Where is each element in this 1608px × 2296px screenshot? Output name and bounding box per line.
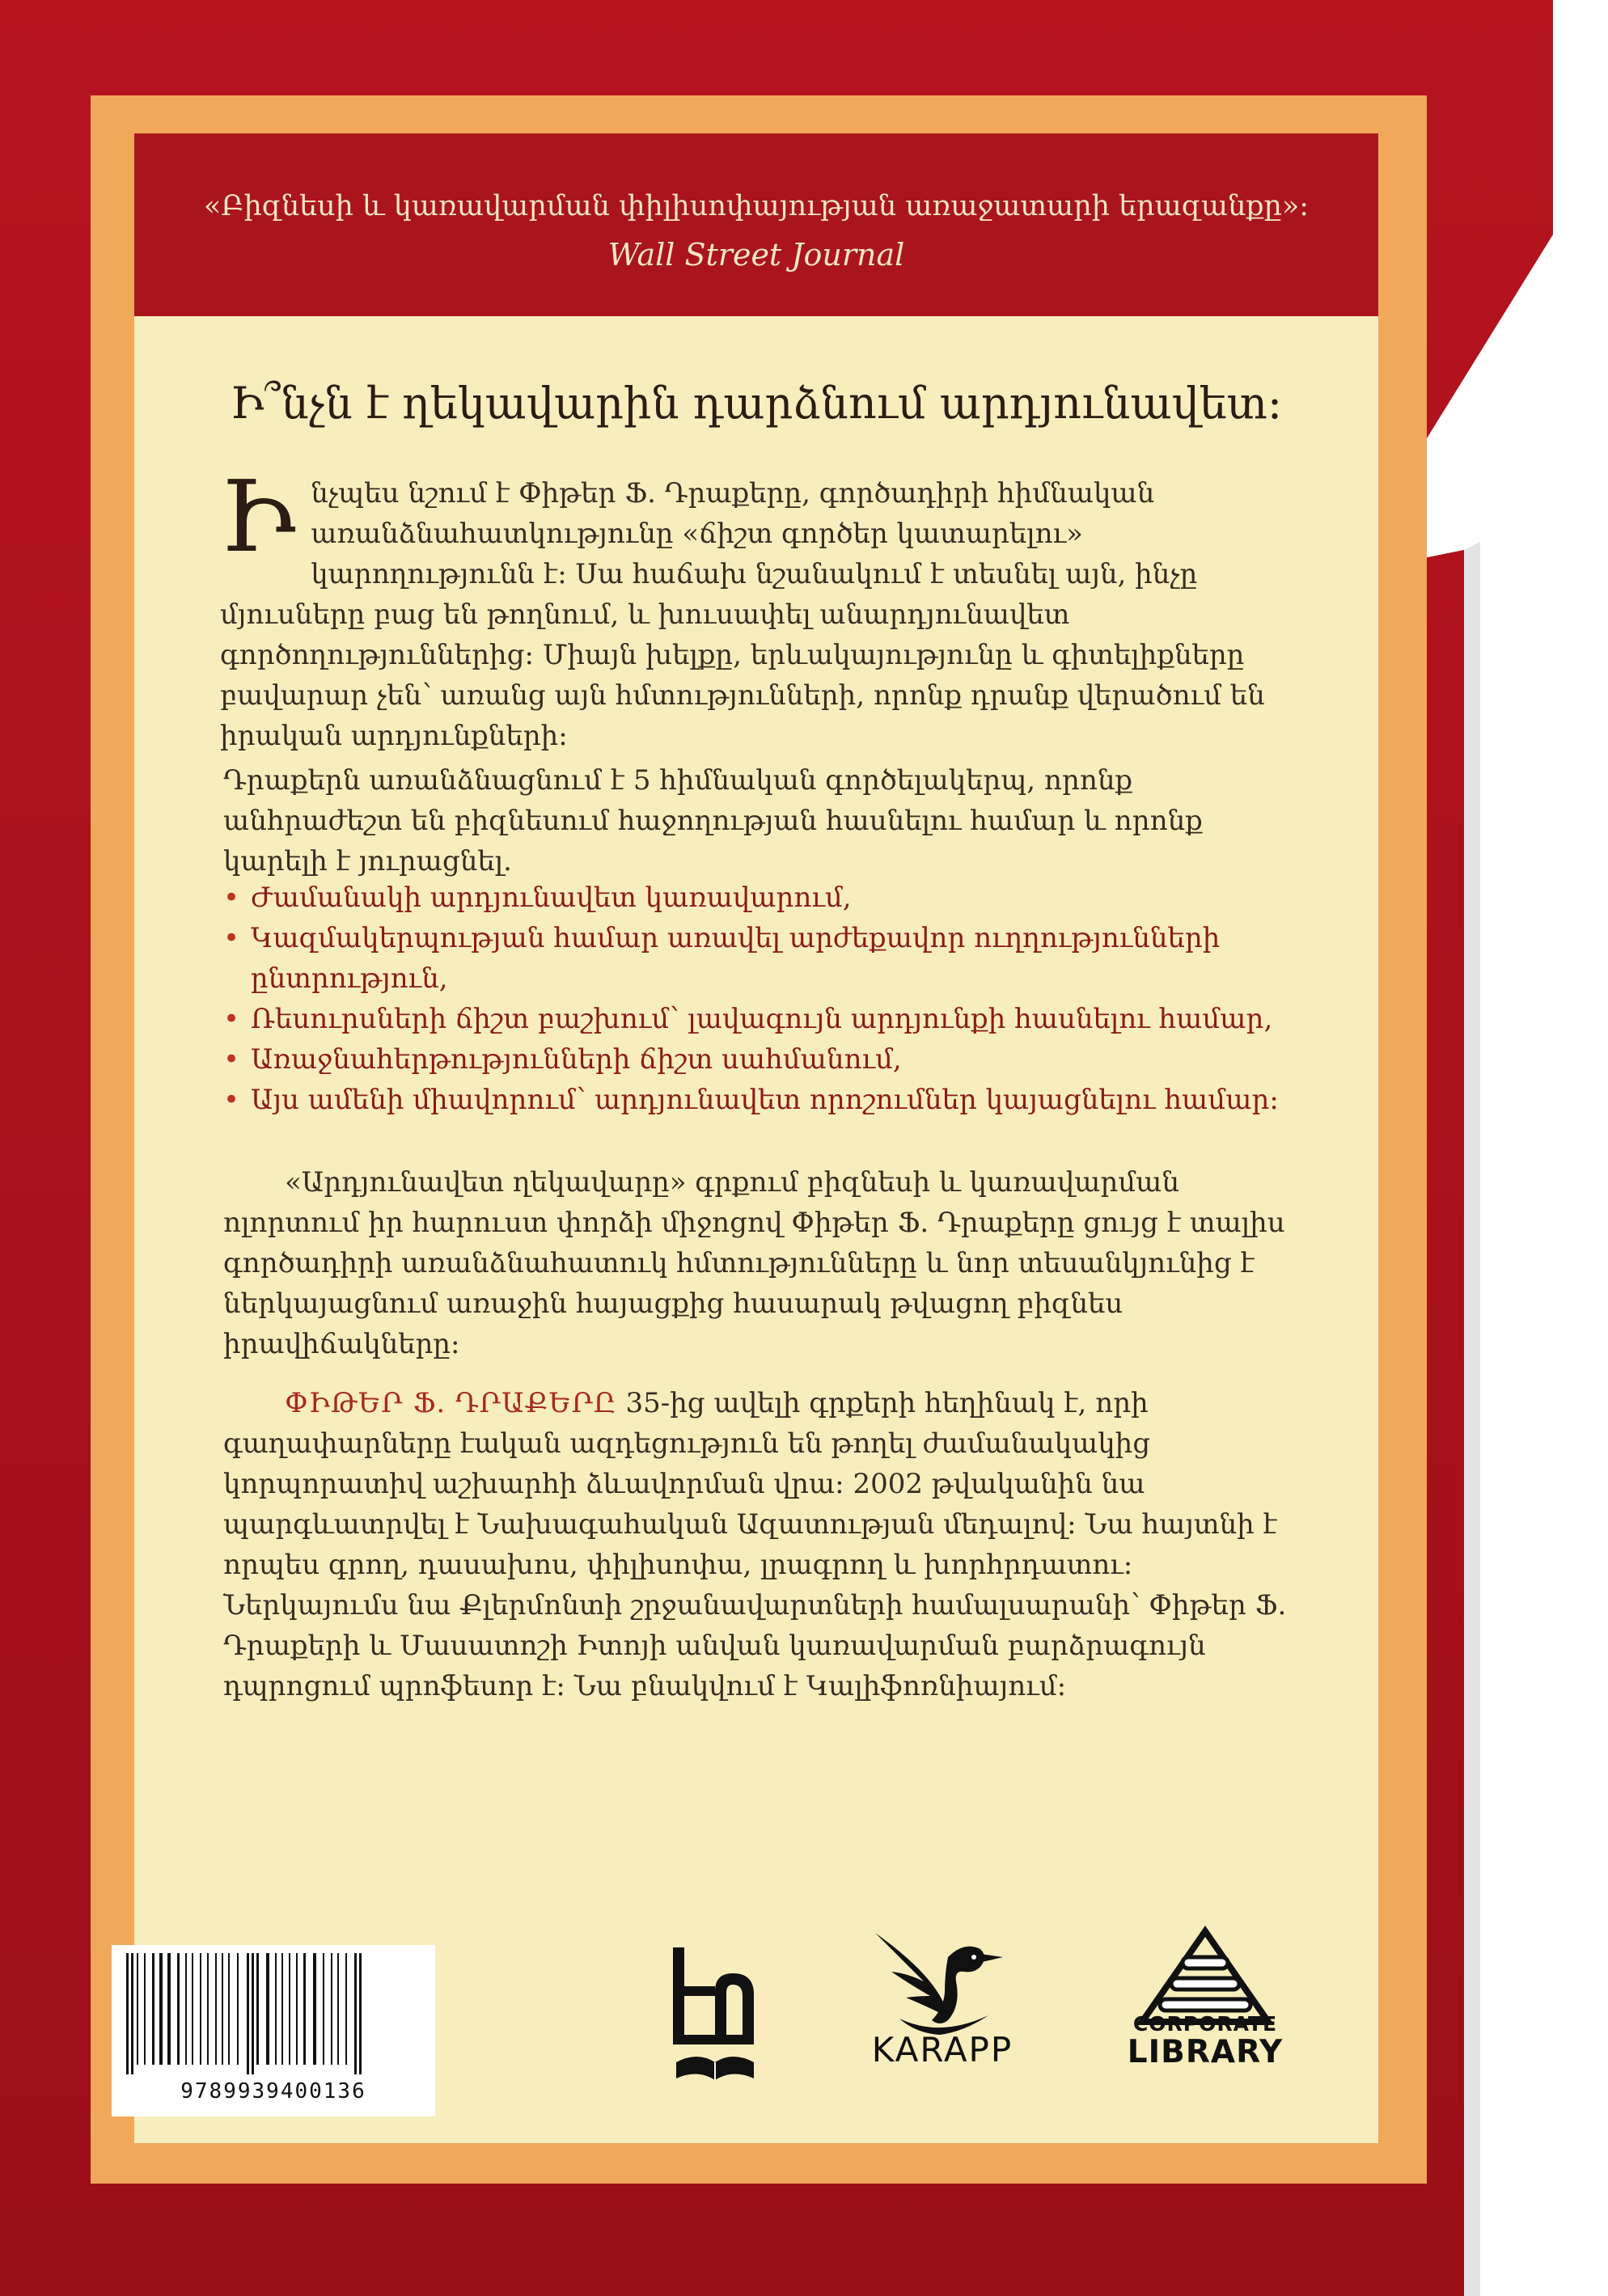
list-item	[223, 877, 1304, 918]
barcode-bar	[289, 1953, 290, 2065]
barcode-bar	[281, 1953, 283, 2065]
barcode-bar	[247, 1953, 249, 2074]
author-bio-paragraph	[223, 1383, 1304, 1706]
barcode-bar	[345, 1953, 347, 2065]
corporate-library-logo-text	[1108, 2012, 1302, 2069]
author-bio-text: 35-ից ավելի գրքերի հեղինակ է, որի գաղափարները էական ազդեցություն են թողել ժամանակակից կորպորատիվ աշխարհի ձևավորման վրա։ 2002 թվականին նա պարգևատրվել է Նախագահական Ազատության մեդալով։ Նա հայտնի է որպես գրող, դասախոս, փիլիսոփա, լրագրող և խորհրդատու։ Ներկայումս նա Քլերմոնտի շրջանավարտների համալսարանի՝ Փիթեր Ֆ. Դրաքերի և Մասատոշի Իտոյի անվան կառավարման բարձրագույն դպրոցում պրոֆեսոր է։ Նա բնակվում է Կալիֆոռնիայում։	[223, 1387, 1287, 1702]
practices-paragraph: Դրաքերն առանձնացնում է 5 հիմնական գործելակերպ, որոնք անհրաժեշտ են բիզնեսում հաջողության հասնելու համար և որոնք կարելի է յուրացնել.	[223, 764, 1203, 877]
barcode-bar	[207, 1953, 209, 2065]
banner-source: Wall Street Journal	[607, 237, 905, 273]
barcode-bar	[266, 1953, 269, 2065]
barcode-bar	[256, 1953, 259, 2065]
corporate-text: CORPORATE	[1132, 2012, 1278, 2036]
barcode-bar	[131, 1953, 133, 2074]
barcode-bar	[144, 1953, 146, 2065]
barcode-bar	[167, 1953, 171, 2065]
bullet-icon: •	[223, 1084, 240, 1116]
author-name: ՓԻԹԵՐ Ֆ. ԴՐԱՔԵՐԸ	[285, 1387, 617, 1419]
barcode-bar	[152, 1953, 154, 2065]
bullet-icon: •	[223, 1043, 240, 1076]
practices-list	[223, 877, 1304, 1120]
isbn-number: 9789939400136	[180, 2079, 366, 2104]
barcode-bar	[323, 1953, 324, 2065]
barcode-bar	[303, 1953, 306, 2065]
barcode-bar	[137, 1953, 138, 2065]
list-item	[223, 1080, 1304, 1120]
barcode-bar	[331, 1953, 332, 2065]
banner-quote: «Բիզնեսի և կառավարման փիլիսոփայության առաջատարի երազանքը»։	[203, 190, 1310, 222]
barcode-bars	[121, 1953, 425, 2074]
barcode-bar	[159, 1953, 163, 2065]
bullet-icon: •	[223, 1003, 240, 1035]
barcode-bar	[275, 1953, 277, 2065]
barcode-bar	[192, 1953, 193, 2065]
drop-cap: Ի	[220, 459, 297, 574]
quote-banner	[134, 133, 1378, 316]
isbn-barcode	[112, 1945, 435, 2116]
swan-logo-icon	[867, 1925, 1013, 2111]
barcode-bar	[252, 1953, 254, 2074]
karapp-logo-text: KARAPP	[871, 2030, 1013, 2070]
list-item	[223, 999, 1304, 1039]
book-publisher-logo-icon	[663, 1941, 768, 2087]
barcode-bar	[237, 1953, 239, 2065]
bullet-icon: •	[223, 922, 240, 954]
content-panel	[134, 133, 1378, 2143]
barcode-bar	[185, 1953, 187, 2065]
book-description-paragraph: «Արդյունավետ ղեկավարը» գրքում բիզնեսի և կառավարման ոլորտում իր հարուստ փորձի միջոցով Փիթեր Ֆ. Դրաքերը ցույց է տալիս գործադիրի առանձնահատուկ հմտությունները և նոր տեսանկյունից է ներկայացնում առաջին հայացքից հասարակ թվացող բիզնես իրավիճակները։	[223, 1166, 1285, 1360]
list-item-text: Առաջնահերթությունների ճիշտ սահմանում,	[251, 1043, 902, 1076]
intro-paragraph	[220, 459, 1304, 756]
list-item-text: Կազմակերպության համար առավել արժեքավոր ուղղությունների ընտրություն,	[251, 922, 1221, 995]
barcode-bar	[296, 1953, 298, 2065]
bullet-icon: •	[223, 882, 240, 914]
list-item-text: Ժամանակի արդյունավետ կառավարում,	[251, 882, 852, 914]
list-item-text: Ռեսուրսների ճիշտ բաշխում՝ լավագույն արդյունքի հասնելու համար,	[251, 1003, 1273, 1035]
intro-text: նչպես նշում է Փիթեր Ֆ. Դրաքերը, գործադիրի հիմնական առանձնահատկությունը «ճիշտ գործեր կատարելու» կարողությունն է։ Սա հաճախ նշանակում է տեսնել այն, ինչը մյուսները բաց են թողնում, և խուսափել անարդյունավետ գործողություններից։ Միայն խելքը, երևակայությունը և գիտելիքները բավարար չեն՝ առանց այն հմտությունների, որոնք դրանք վերածում են իրական արդյունքների։	[220, 477, 1265, 752]
library-text: LIBRARY	[1127, 2034, 1284, 2070]
barcode-bar	[359, 1953, 362, 2074]
list-item	[223, 1039, 1304, 1080]
barcode-bar	[126, 1953, 129, 2074]
barcode-bar	[222, 1953, 223, 2065]
barcode-bar	[313, 1953, 316, 2065]
barcode-bar	[354, 1953, 357, 2074]
barcode-bar	[215, 1953, 217, 2065]
barcode-bar	[228, 1953, 230, 2065]
list-item	[223, 918, 1304, 999]
barcode-bar	[200, 1953, 201, 2065]
main-heading: Ի՞նչն է ղեկավարին դարձնում արդյունավետ։	[230, 378, 1283, 429]
barcode-bar	[337, 1953, 339, 2065]
list-item-text: Այս ամենի միավորում՝ արդյունավետ որոշումներ կայացնելու համար։	[251, 1084, 1279, 1116]
barcode-bar	[177, 1953, 180, 2065]
